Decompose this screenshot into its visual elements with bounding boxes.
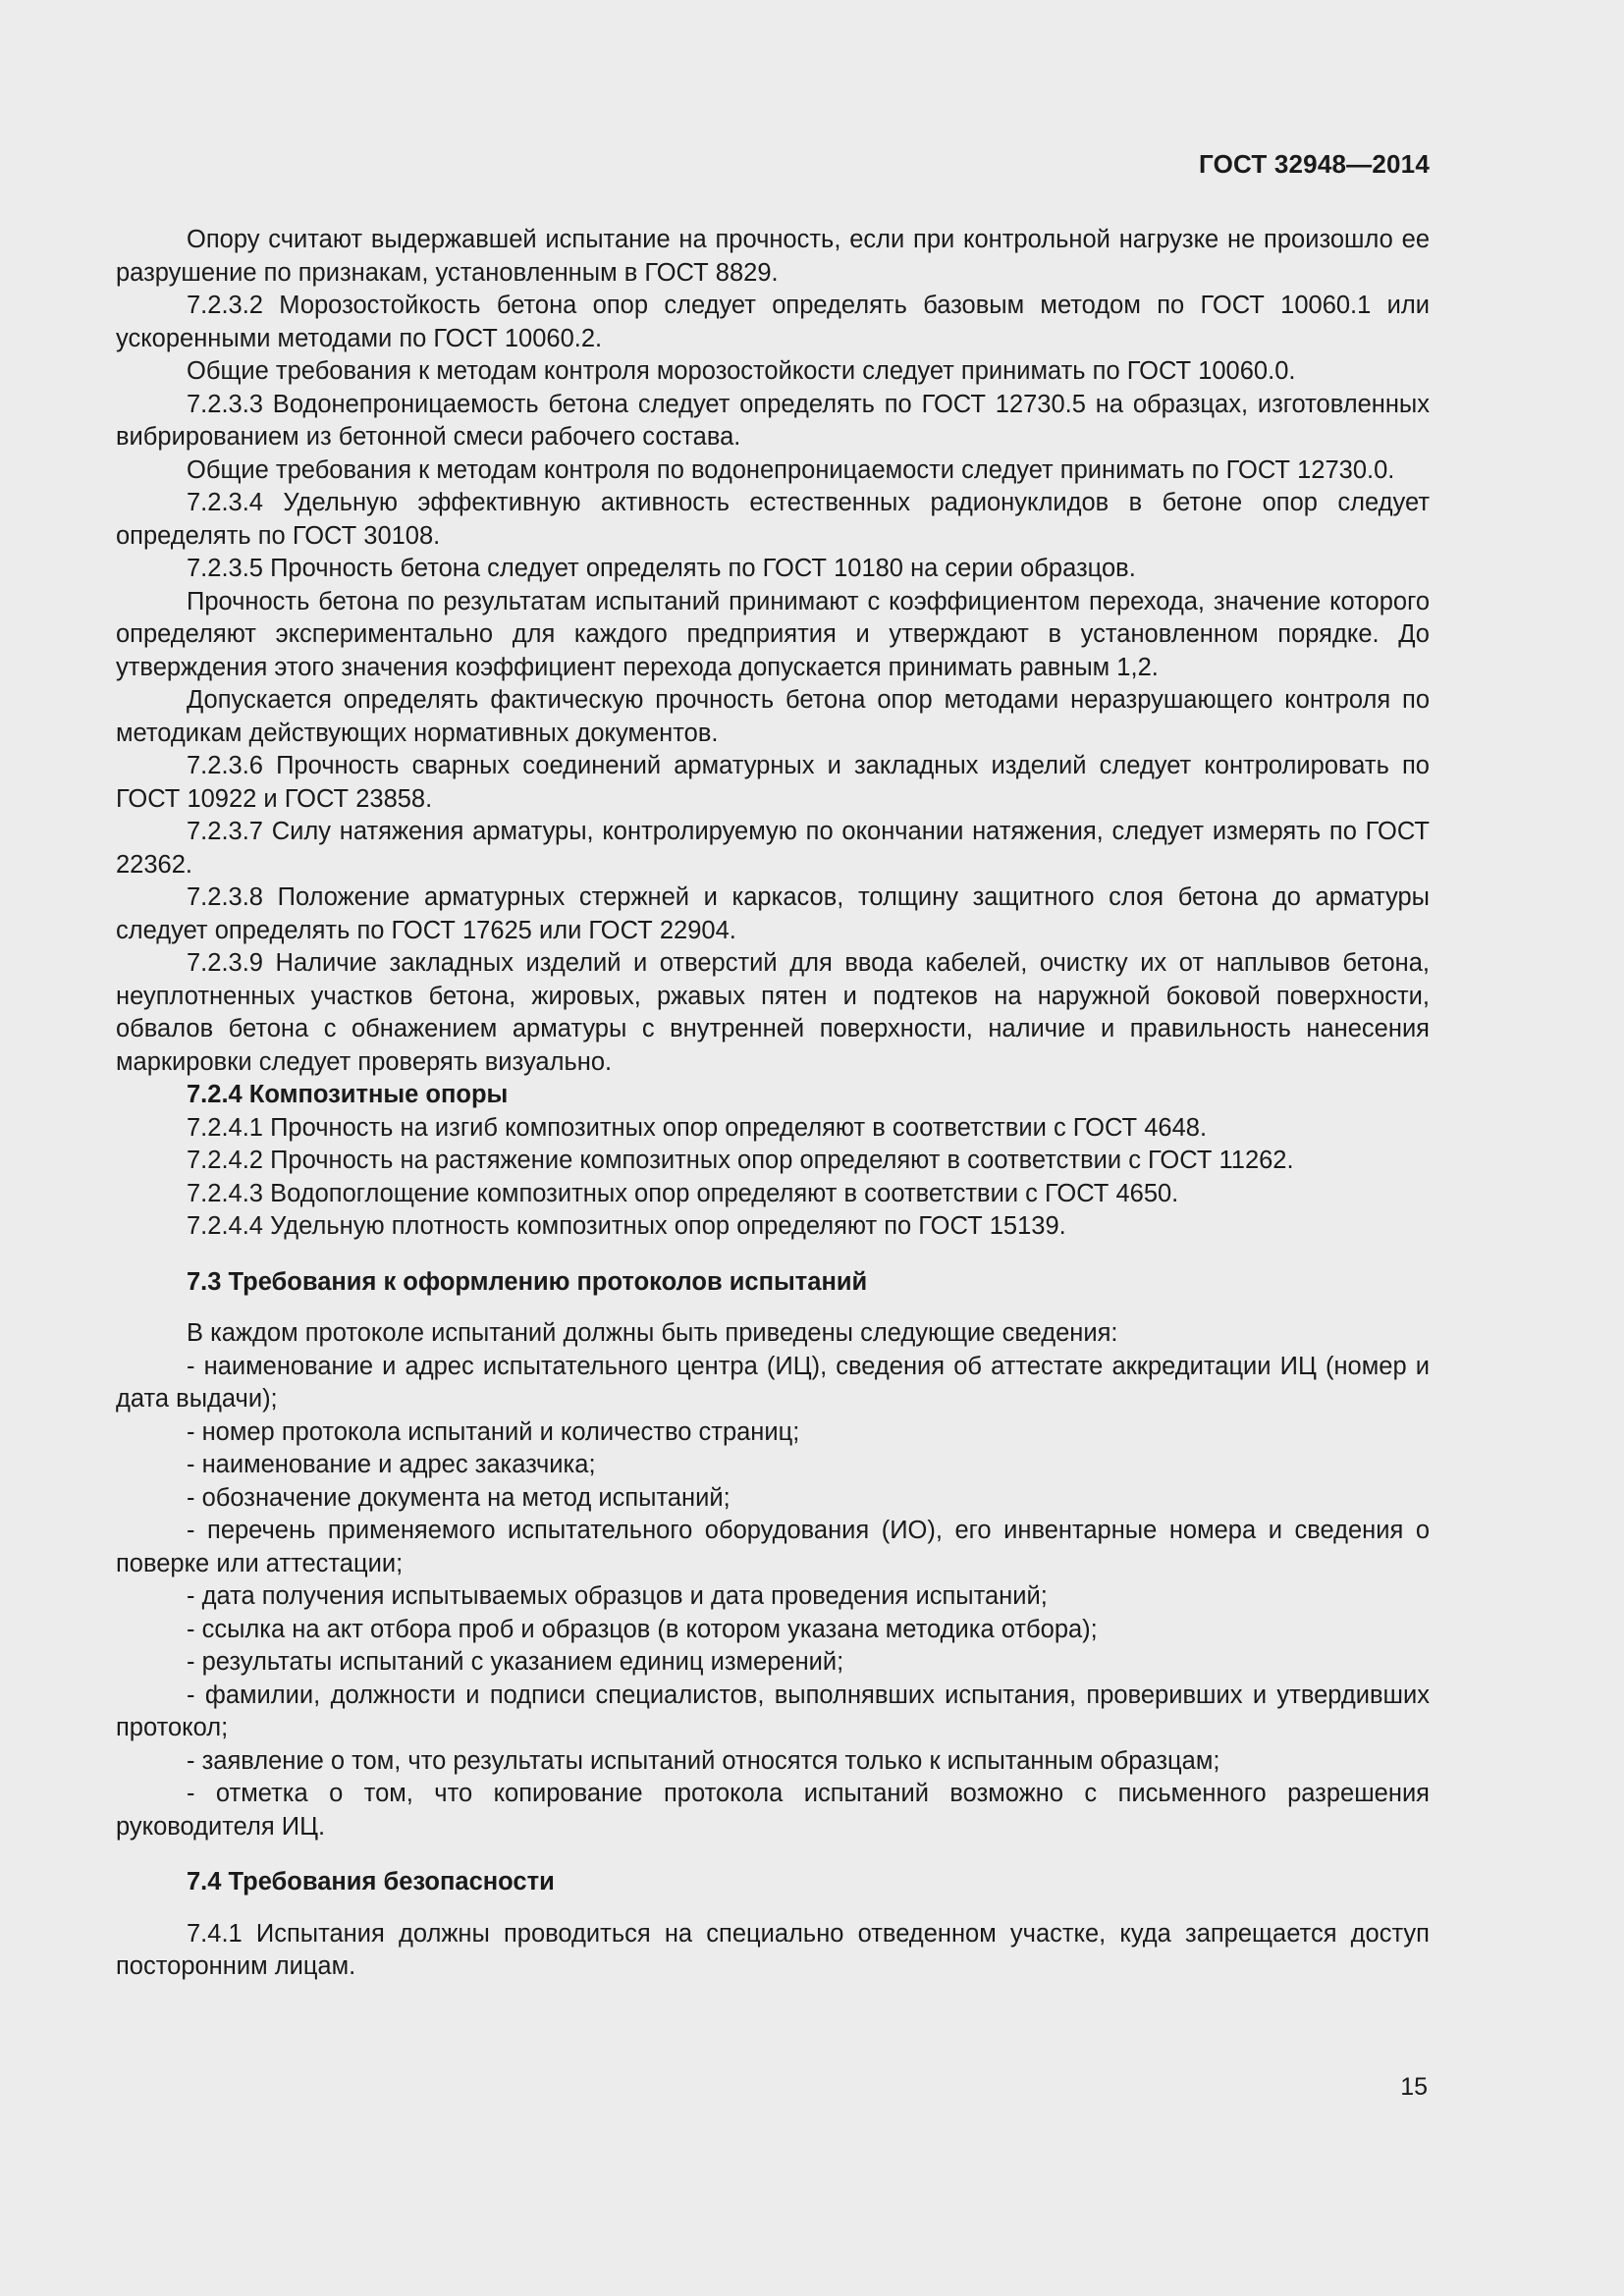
paragraph: Общие требования к методам контроля по водонепроницаемости следует принимать по ГОСТ 12730.0. bbox=[187, 455, 1395, 484]
list-item: - заявление о том, что результаты испытаний относятся только к испытанным образцам; bbox=[187, 1746, 1220, 1775]
paragraph: 7.2.4.1 Прочность на изгиб композитных опор определяют в соответствии с ГОСТ 4648. bbox=[187, 1113, 1208, 1142]
paragraph: 7.4.1 Испытания должны проводиться на специально отведенном участке, куда запрещается доступ посторонним лицам. bbox=[116, 1919, 1430, 1980]
paragraph: 7.2.3.5 Прочность бетона следует определять по ГОСТ 10180 на серии образцов. bbox=[187, 555, 1136, 582]
paragraph: 7.2.3.9 Наличие закладных изделий и отверстий для ввода кабелей, очистку их от наплывов бетона, неуплотненных участков бетона, жировых, ржавых пятен и подтеков на наружной боковой поверхности, обвалов бетона с обнажением арматуры с внутренней поверхности, наличие и правильность нанесения маркировки следует проверять визуально. bbox=[116, 949, 1430, 1076]
standard-number-header: ГОСТ 32948—2014 bbox=[1199, 149, 1430, 179]
paragraph: Допускается определять фактическую прочность бетона опор методами неразрушающего контроля по методикам действующих нормативных документов. bbox=[116, 686, 1430, 747]
list-item: - дата получения испытываемых образцов и дата проведения испытаний; bbox=[187, 1582, 1048, 1610]
list-item: - перечень применяемого испытательного оборудования (ИО), его инвентарные номера и сведения о поверке или аттестации; bbox=[116, 1517, 1430, 1577]
page-number: 15 bbox=[1400, 2073, 1428, 2101]
section-heading-7-4: 7.4 Требования безопасности bbox=[187, 1868, 555, 1896]
list-item: - фамилии, должности и подписи специалистов, выполнявших испытания, проверивших и утвердивших протокол; bbox=[116, 1681, 1430, 1741]
list-item: - обозначение документа на метод испытаний; bbox=[187, 1483, 731, 1512]
list-item: - результаты испытаний с указанием единиц измерений; bbox=[187, 1648, 844, 1676]
paragraph: 7.2.3.2 Морозостойкость бетона опор следует определять базовым методом по ГОСТ 10060.1 или ускоренными методами по ГОСТ 10060.2. bbox=[116, 292, 1430, 352]
list-item: - номер протокола испытаний и количество страниц; bbox=[187, 1417, 800, 1446]
paragraph: 7.2.3.6 Прочность сварных соединений арматурных и закладных изделий следует контролировать по ГОСТ 10922 и ГОСТ 23858. bbox=[116, 752, 1430, 813]
paragraph: Общие требования к методам контроля морозостойкости следует принимать по ГОСТ 10060.0. bbox=[187, 357, 1296, 385]
paragraph: 7.2.3.7 Силу натяжения арматуры, контролируемую по окончании натяжения, следует измерять по ГОСТ 22362. bbox=[116, 818, 1430, 879]
list-item: - ссылка на акт отбора проб и образцов (в котором указана методика отбора); bbox=[187, 1615, 1098, 1643]
paragraph: Прочность бетона по результатам испытаний принимают с коэффициентом перехода, значение которого определяют экспериментально для каждого предприятия и утверждают в установленном порядке. До утверждения этого значения коэффициент перехода допускается принимать равным 1,2. bbox=[116, 587, 1430, 681]
paragraph: В каждом протоколе испытаний должны быть приведены следующие сведения: bbox=[187, 1319, 1118, 1347]
paragraph: 7.2.4.3 Водопоглощение композитных опор определяют в соответствии с ГОСТ 4650. bbox=[187, 1179, 1179, 1207]
paragraph: 7.2.3.3 Водонепроницаемость бетона следует определять по ГОСТ 12730.5 на образцах, изготовленных вибрированием из бетонной смеси рабочего состава. bbox=[116, 390, 1430, 451]
section-heading-7-3: 7.3 Требования к оформлению протоколов испытаний bbox=[187, 1267, 868, 1296]
paragraph: 7.2.3.8 Положение арматурных стержней и каркасов, толщину защитного слоя бетона до арматуры следует определять по ГОСТ 17625 или ГОСТ 22904. bbox=[116, 883, 1430, 944]
list-item: - наименование и адрес испытательного центра (ИЦ), сведения об аттестате аккредитации ИЦ (номер и дата выдачи); bbox=[116, 1352, 1430, 1413]
paragraph: Опору считают выдержавшей испытание на прочность, если при контрольной нагрузке не произошло ее разрушение по признакам, установленным в ГОСТ 8829. bbox=[116, 226, 1430, 287]
list-item: - наименование и адрес заказчика; bbox=[187, 1451, 596, 1478]
list-item: - отметка о том, что копирование протокола испытаний возможно с письменного разрешения руководителя ИЦ. bbox=[116, 1780, 1430, 1841]
paragraph: 7.2.4.2 Прочность на растяжение композитных опор определяют в соответствии с ГОСТ 11262. bbox=[187, 1147, 1294, 1174]
paragraph: 7.2.3.4 Удельную эффективную активность естественных радионуклидов в бетоне опор следует определять по ГОСТ 30108. bbox=[116, 489, 1430, 550]
paragraph: 7.2.4.4 Удельную плотность композитных опор определяют по ГОСТ 15139. bbox=[187, 1212, 1066, 1240]
section-heading-7-2-4: 7.2.4 Композитные опоры bbox=[187, 1081, 509, 1108]
page-body bbox=[116, 224, 1430, 1984]
